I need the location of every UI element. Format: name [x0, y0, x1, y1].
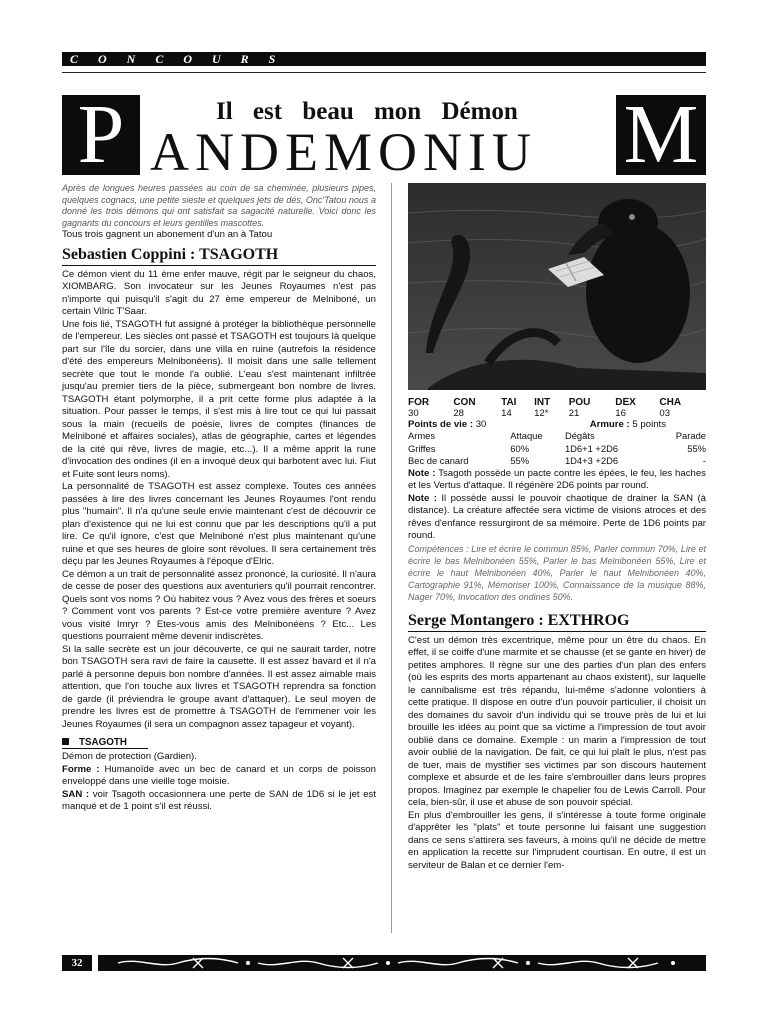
stat-header: POU [568, 397, 591, 408]
weapons-table [408, 430, 706, 468]
weapon-damage: 1D6+1 +2D6 [564, 442, 619, 454]
stat-value: 21 [568, 408, 580, 419]
san-line [62, 789, 376, 814]
article2-paragraph: En plus d'embrouiller les gens, il s'intéresse à toute forme originale d'apprêter les "plats" et toute personne lui faisant une suggestion dans ce sens s'attirera ses faveurs, à moins qu'il ne décide de mettre en application la recette sur l'imprudent courtisan. En outre, il est un serviteur de Balan et ce dernier l'em- [408, 809, 706, 871]
note-label: Note : [408, 492, 437, 504]
weapon-parry: - [702, 455, 706, 466]
note-text: Tsagoth possède un pacte contre les épées, le feu, les haches et les Vertus d'attaque. Il régénère 2D6 points par round. [408, 467, 706, 491]
title-drop-letter-left: P [62, 95, 140, 175]
article1-paragraph: Si la salle secrète est un jour découverte, ce qui ne saurait tarder, notre bon TSAGOTH sera ravi de faire la causette. Il est assez bavard et il n'a parlé à personne depuis bon nombre d'années. Il est assez aimable mais attention, que l'on touche aux livres et TSAGOTH reprendra sa fonction de garde (il préviendra le groupe avant d'attaquer). Le seul moyen de prendre les livres est de promettre à TSAGOTH de l'emmener voir les Jeunes Royaumes (il sera un compagnon assez tapageur et voyant). [62, 643, 376, 730]
table-row [408, 443, 706, 456]
article1-heading: Sebastien Coppini : TSAGOTH [62, 245, 376, 266]
demon-type: Démon de protection (Gardien). [62, 751, 197, 762]
article1-paragraph: Une fois lié, TSAGOTH fut assigné à protéger la bibliothèque personnelle de l'empereur. Les siècles ont passé et TSAGOTH est toujours là quelque part sur l'île du sorcier, dans une villa en ruine (autrefois la résidence d'été des empereurs Melnibonéens). Il moisit dans une salle tellement secrète que tout le monde l'a oublié. L'eau s'est maintenant infiltrée jusqu'au premier tiers de la pièce, submergeant bon nombre de livres. TSAGOTH étant polymorphe, il a prit cette forme plus adaptée à la situation. Pour passer le temps, il s'est mis à lire tout ce qui lui passait sous la main (recueils de poésie, livres de comptes (finances de Melniboné et affaires sociales), atlas de géographie, cartes et légendes de la cité qui rêve, livres de magie, etc...). Il a même apprit la rune d'invocation des ondines (il en a invoqué deux qui barbotent avec lui. Fiut et Fuite sont leurs noms). [62, 318, 376, 480]
hitpoints-armor-row [408, 419, 706, 430]
stat-block-heading [62, 737, 148, 749]
table-row [408, 455, 706, 468]
stat-header: CON [453, 397, 476, 408]
weapons-header: Dégâts [564, 430, 595, 441]
stat-header: DEX [615, 397, 636, 408]
stat-value: 03 [659, 408, 671, 419]
pv-value: 30 [475, 419, 487, 430]
competences-text: Compétences : Lire et écrire le commun 85%, Parler commun 70%, Lire et écrire le bas Melnibonéen 55%, Parler le bas Melnibonéen 55%, Lire et écrire le haut Melnibonéen 40%, Parler le haut Melnibonéen 40%, Cartographie 91%, Mémoriser 100%, Connaissance de la musique 88%, Nager 70%, Invocation des ondines 50%. [408, 543, 706, 602]
forme-label: Forme : [62, 763, 100, 775]
weapons-header: Armes [408, 430, 436, 441]
stat-value: 30 [408, 408, 419, 419]
note-1 [408, 468, 706, 493]
san-label: SAN : [62, 788, 90, 800]
article1-paragraph: Ce démon vient du 11 ème enfer mauve, régit par le seigneur du chaos, XIOMBARG. Son invocateur sur les Jeunes Royaumes n'est pas n'importe qui puisqu'il s'agit du 27 ème empereur de Melniboné, un certain Vilric T'Saar. [62, 268, 376, 317]
stat-header: TAI [501, 397, 517, 408]
weapon-attack: 55% [510, 455, 530, 466]
section-banner [62, 52, 706, 66]
column-divider [391, 183, 392, 933]
article1-paragraph: La personnalité de TSAGOTH est assez complexe. Toutes ces années passées à lire des livres concernant les Jeunes Royaumes l'ont rendu plus "humain". Il n'a qu'une seule envie maintenant c'est de découvrir ce plan d'existence qui ne lui est connu que par les descriptions qu'il a put lire. Ce qu'il ignore, c'est que Melniboné n'est plus maintenant qu'une ruine et que ses heures de gloire sont révolues. Il sera certainement très déçu par les Jeunes Royaumes à l'époque d'Elric. [62, 481, 376, 567]
top-rule [62, 72, 706, 73]
weapon-name: Bec de canard [408, 455, 469, 466]
stat-block-title: TSAGOTH [79, 737, 127, 748]
weapon-name: Griffes [408, 442, 436, 454]
intro-text: Après de longues heures passées au coin de sa cheminée, plusieurs pipes, quelques cognacs, une petite sieste et quelques jets de dés, Onc'Tatou nous a donné les trois démons qui ont satisfait sa sagacité naturelle. Voici donc les gagnants du concours et leurs gentilles mascottes. [62, 183, 376, 228]
stat-value: 16 [615, 408, 626, 419]
note-text: Il possède aussi le pouvoir chaotique de drainer la SAN (à distance). La créature affectée sera victime de visions atroces et des rêves d'enfance ressurgiront de sa mémoire. Perte de 1D6 points par round. [408, 492, 706, 541]
intro-note: Tous trois gagnent un abonement d'un an à Tatou [62, 229, 273, 240]
page-number: 32 [62, 955, 92, 971]
forme-line [62, 764, 376, 789]
note-label: Note : [408, 467, 436, 479]
weapons-header: Attaque [510, 430, 543, 441]
stat-value: 12* [534, 408, 549, 419]
pv-label: Points de vie : [408, 419, 474, 430]
right-column [408, 183, 706, 872]
stat-header: CHA [659, 397, 682, 408]
footer [62, 955, 706, 971]
stat-header: FOR [408, 397, 430, 408]
subtitle: Il est beau mon Démon [216, 98, 518, 125]
armor-value: 5 points [632, 419, 666, 430]
section-label: CONCOURS [70, 52, 296, 66]
weapon-attack: 60% [510, 442, 530, 454]
weapon-damage: 1D4+3 +2D6 [564, 455, 619, 466]
note-2 [408, 493, 706, 543]
forme-text: Humanoïde avec un bec de canard et un corps de poisson enveloppé dans une vieille toge moisie. [62, 763, 376, 787]
stat-header: INT [534, 397, 551, 408]
ornament-border-icon [98, 955, 706, 971]
square-bullet-icon [62, 738, 69, 745]
stat-value: 14 [501, 408, 512, 419]
article1-paragraph: Ce démon a un trait de personnalité assez prononcé, la curiosité. Il n'aura de cesse de poser des questions aux aventuriers qu'il pourrait rencontrer. Quels sont vos noms ? Où habitez vous ? Avez vous des frères et soeurs ? Comment vont vos parents ? Est-ce votre première aventure ? Avez vous visité Imryr ? Etes-vous amis des Melnibonéens ? Etc... Les questions pourraient même devenir indiscrètes. [62, 568, 376, 642]
page-title: ANDEMONIU [150, 122, 537, 182]
san-text: voir Tsagoth occasionnera une perte de SAN de 1D6 si le jet est manqué et de 1 point s'il est réussi. [62, 788, 376, 812]
armor-label: Armure : [589, 419, 630, 430]
article2-heading: Serge Montangero : EXTHROG [408, 611, 706, 632]
weapon-parry: 55% [687, 442, 706, 454]
article2-paragraph: C'est un démon très excentrique, même pour un être du chaos. En effet, il se coiffe d'une marmite et se chausse (et se gante en hiver) de petites amphores. Il règne sur une des parties d'un plan des enfers (où les esprits des morts appartenant au chaos existent), sur laquelle le cannibalisme est très répandu, lui-même s'adonne volontiers à cette pratique. Il dispose en outre d'un pouvoir particulier, il choisit un des domaines du savoir d'un individu qui se trouve près de lui et lui brouille les idées au point que sa victime a l'impression de tout avoir oublié dans ce domaine. Exemple : un marin a l'impression de tout avoir oublié de la navigation. De fait, ce qui lui plaît le plus, n'est pas de tuer, mais de mystifier ses victimes par son discours hautement complexe et absurde et de les faire s'embrouiller dans leurs propres propos. Imaginez par exemple le chapelier fou de Lewis Carroll. Pour cela, bien-sûr, il use et abuse de son pouvoir spécial. [408, 634, 706, 808]
illustration-duck-demon-reading [408, 183, 706, 390]
weapons-header: Parade [675, 430, 706, 441]
stat-value: 28 [453, 408, 464, 419]
left-column [62, 183, 376, 814]
characteristics-table [408, 397, 706, 419]
title-drop-letter-right: M [616, 95, 706, 175]
